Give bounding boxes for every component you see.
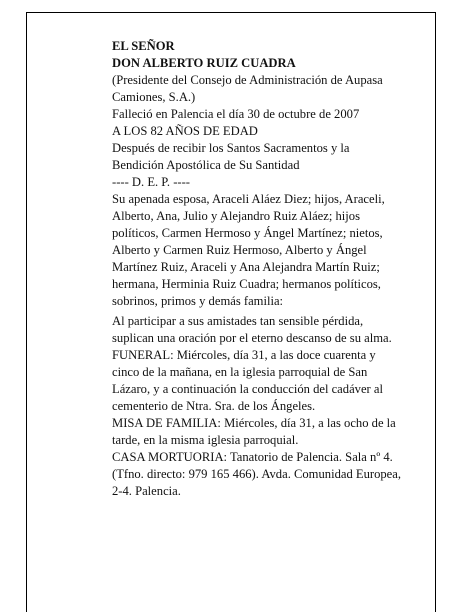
obituary-notice [112,38,402,500]
request-text: Al participar a sus amistades tan sensible pérdida, suplican una oración por el eterno descanso de su alma. [112,314,392,345]
heading-title: EL SEÑOR [112,39,175,53]
mortuary-text: CASA MORTUORIA: Tanatorio de Palencia. Sala nº 4. (Tfno. directo: 979 165 466). Avda. Comunidad Europea, 2-4. Palencia. [112,450,402,498]
heading-name: DON ALBERTO RUIZ CUADRA [112,56,296,70]
sacraments-text: Después de recibir los Santos Sacramentos y la Bendición Apostólica de Su Santidad [112,141,350,172]
rip-text: ---- D. E. P. ---- [112,175,190,189]
death-text: Falleció en Palencia el día 30 de octubre de 2007 [112,107,360,121]
family-text: Su apenada esposa, Araceli Aláez Diez; hijos, Araceli, Alberto, Ana, Julio y Alejandro Ruiz Aláez; hijos políticos, Carmen Hermoso y Ángel Martínez; nietos, Alberto y Carmen Ruiz Hermoso, Alberto y Ángel Martínez Ruiz, Araceli y Ana Alejandra Martín Ruiz; hermana, Herminia Ruiz Cuadra; hermanos políticos, sobrinos, primos y demás familia: [112,192,385,308]
funeral-text: FUNERAL: Miércoles, día 31, a las doce cuarenta y cinco de la mañana, en la iglesia parroquial de San Lázaro, y a continuación la conducción del cadáver al cementerio de Ntra. Sra. de los Ángeles. [112,348,383,413]
age-text: A LOS 82 AÑOS DE EDAD [112,124,258,138]
mass-text: MISA DE FAMILIA: Miércoles, día 31, a las ocho de la tarde, en la misma iglesia parroquial. [112,416,396,447]
position-text: (Presidente del Consejo de Administración de Aupasa Camiones, S.A.) [112,73,383,104]
